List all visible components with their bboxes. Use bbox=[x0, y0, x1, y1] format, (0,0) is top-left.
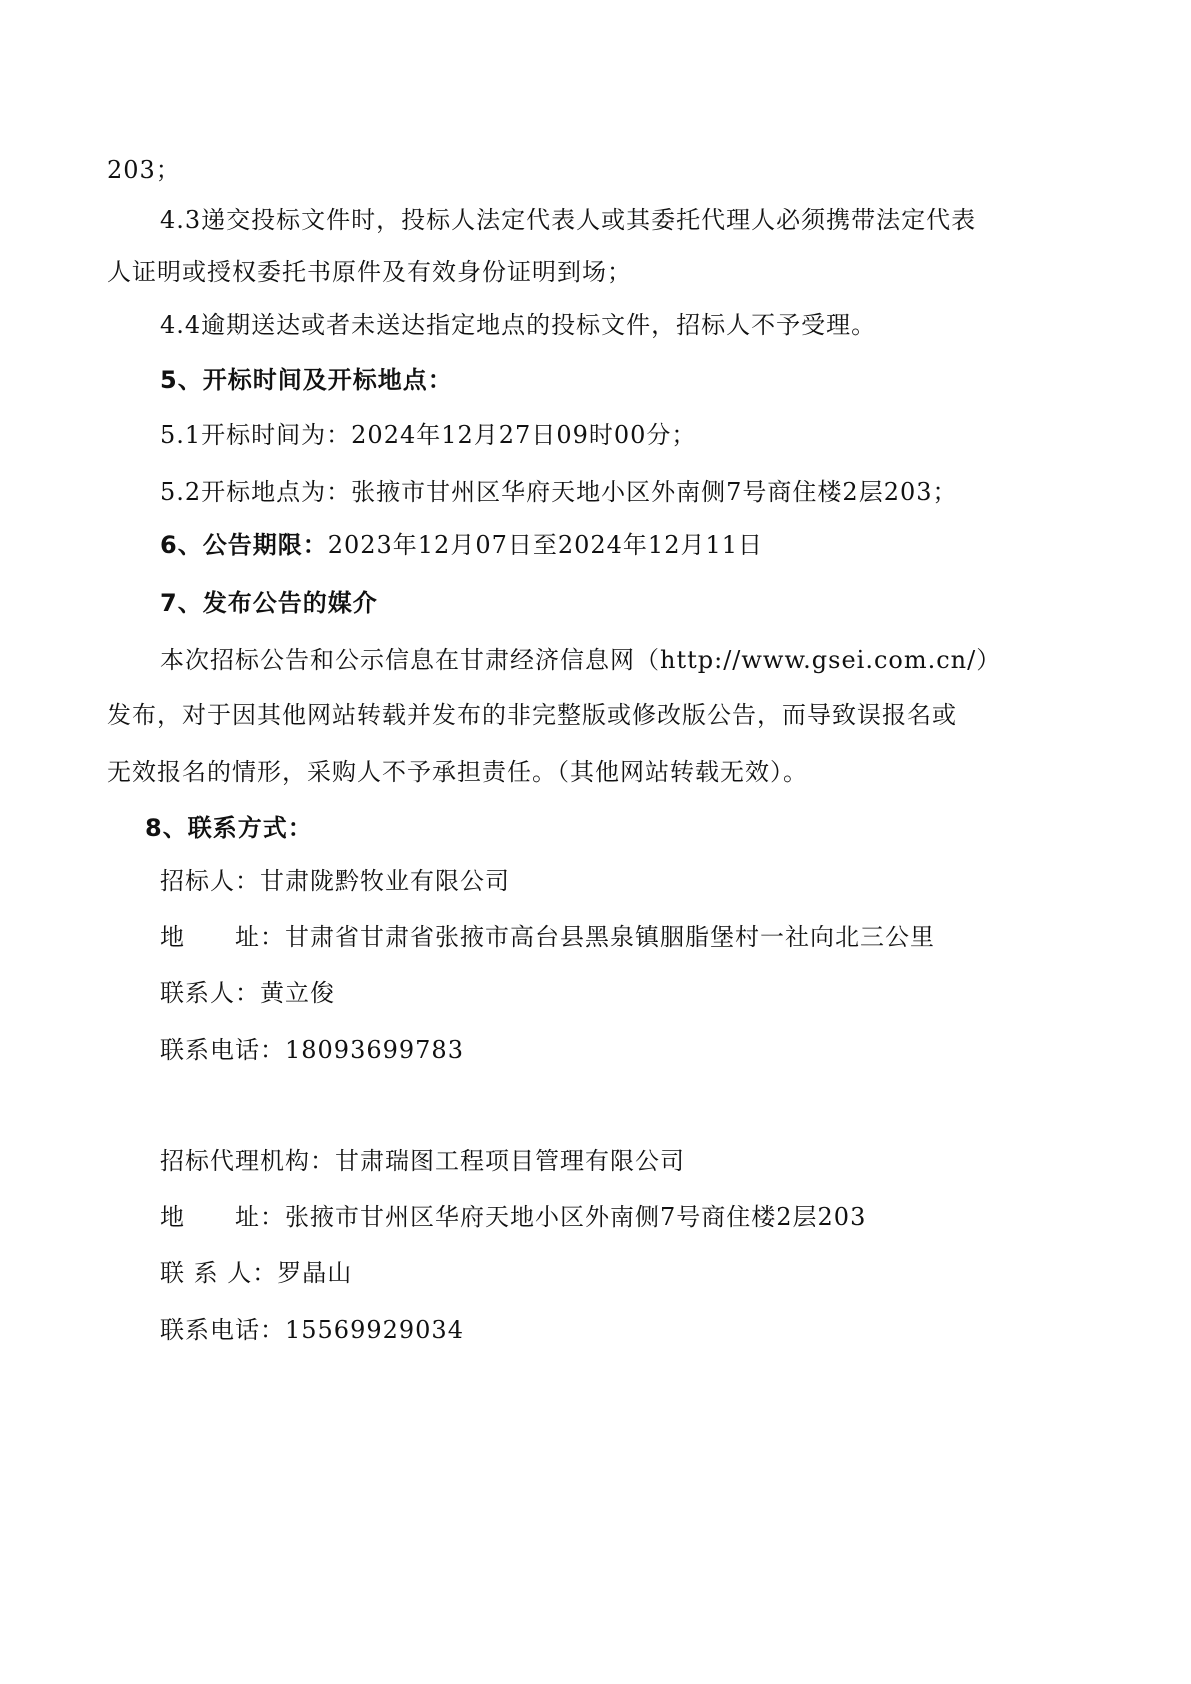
media-paragraph-line-2: 发布，对于因其他网站转载并发布的非完整版或修改版公告，而导致误报名或 bbox=[107, 701, 957, 729]
section-6-line bbox=[160, 530, 763, 560]
tenderer-address: 地 址：甘肃省甘肃省张掖市高台县黑泉镇胭脂堡村一社向北三公里 bbox=[160, 923, 935, 951]
agency-name: 招标代理机构：甘肃瑞图工程项目管理有限公司 bbox=[160, 1147, 685, 1175]
section-8-heading: 8、联系方式： bbox=[145, 814, 313, 842]
clause-5-2: 5.2开标地点为：张掖市甘州区华府天地小区外南侧7号商住楼2层203； bbox=[160, 478, 958, 506]
tenderer-contact-person: 联系人：黄立俊 bbox=[160, 979, 335, 1007]
agency-address: 地 址：张掖市甘州区华府天地小区外南侧7号商住楼2层203 bbox=[160, 1203, 867, 1231]
section-7-heading: 7、发布公告的媒介 bbox=[160, 589, 378, 617]
notice-period-value: 2023年12月07日至2024年12月11日 bbox=[327, 531, 764, 559]
clause-5-1: 5.1开标时间为：2024年12月27日09时00分； bbox=[160, 421, 697, 449]
media-paragraph-line-1: 本次招标公告和公示信息在甘肃经济信息网（http://www.gsei.com.cn/） bbox=[160, 646, 1002, 674]
clause-4-4: 4.4逾期送达或者未送达指定地点的投标文件，招标人不予受理。 bbox=[160, 311, 877, 339]
clause-4-3-continued: 人证明或授权委托书原件及有效身份证明到场； bbox=[107, 258, 632, 286]
text-line-continuation: 203； bbox=[107, 156, 181, 184]
media-paragraph-line-3: 无效报名的情形，采购人不予承担责任。（其他网站转载无效）。 bbox=[107, 758, 808, 786]
tenderer-name: 招标人：甘肃陇黔牧业有限公司 bbox=[160, 867, 510, 895]
agency-phone: 联系电话：15569929034 bbox=[160, 1316, 464, 1344]
clause-4-3: 4.3递交投标文件时，投标人法定代表人或其委托代理人必须携带法定代表 bbox=[160, 206, 977, 234]
section-6-heading: 6、公告期限： bbox=[160, 531, 328, 559]
agency-contact-person: 联 系 人：罗晶山 bbox=[160, 1259, 353, 1287]
section-5-heading: 5、开标时间及开标地点： bbox=[160, 366, 453, 394]
tenderer-phone: 联系电话：18093699783 bbox=[160, 1036, 464, 1064]
